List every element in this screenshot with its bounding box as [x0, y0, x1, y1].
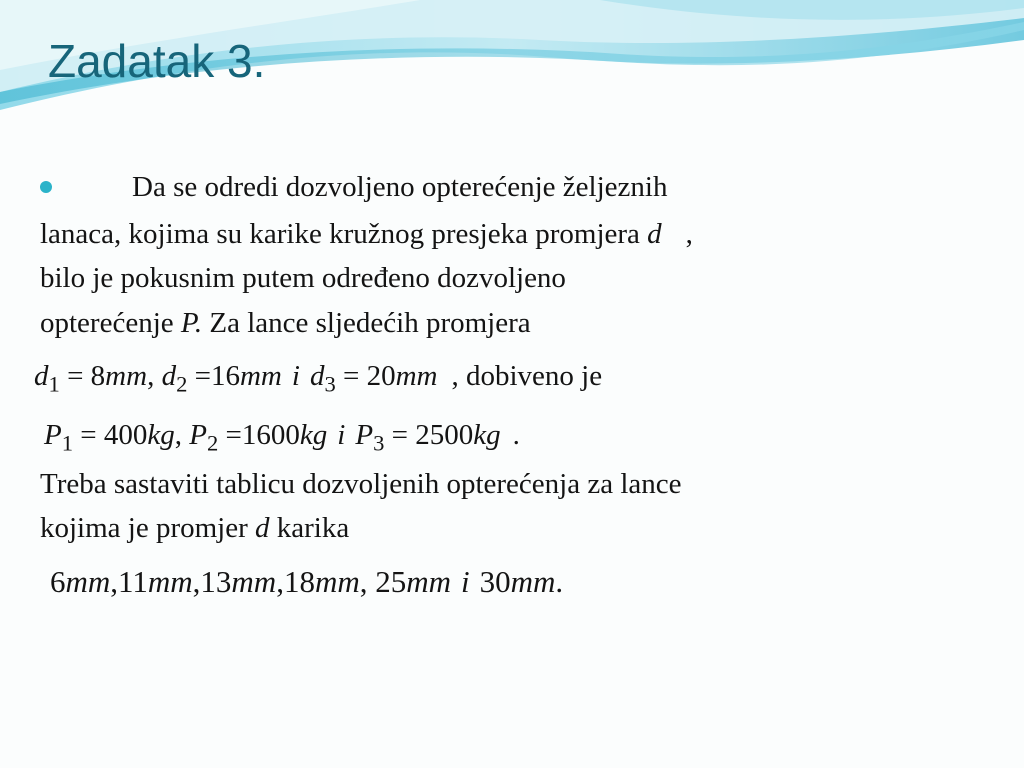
variable-p: P.	[180, 307, 203, 339]
text-line: lanaca, kojima su karike kružnog presjeka promjera d ,	[40, 218, 693, 250]
bullet-icon	[40, 181, 52, 193]
text-line: opterećenje P. Za lance sljedećih promjera	[40, 307, 531, 339]
variable-d: d	[255, 512, 270, 544]
slide-title: Zadatak 3.	[48, 35, 266, 87]
diameters-equation: $d_1 = 8mm$, $d_2 =16mm$ i $d_3 = 20mm$ , dobiveno je	[34, 360, 603, 397]
diameters-list-equation: 6mm,11mm,13mm,18mm, 25mm i 30mm.	[50, 564, 564, 599]
text-line: bilo je pokusnim putem određeno dozvoljeno	[40, 262, 566, 294]
variable-d: d	[647, 218, 662, 250]
text-line: kojima je promjer d karika	[40, 512, 350, 544]
text-line: Treba sastaviti tablicu dozvoljenih opterećenja za lance	[40, 468, 682, 500]
text-line: Da se odredi dozvoljeno opterećenje željeznih	[132, 171, 668, 203]
loads-equation: $P_1 = 400kg$, $P_2 =1600kg$ i $P_3 = 2500kg$ .	[44, 419, 520, 456]
